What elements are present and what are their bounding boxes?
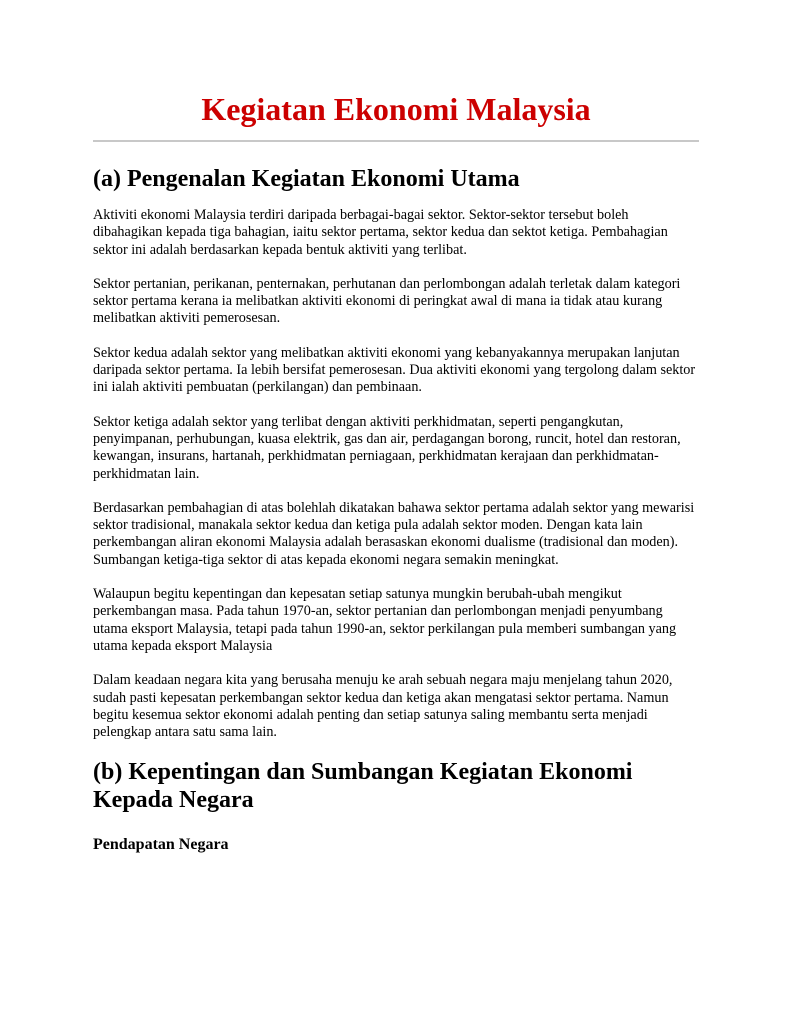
section-a-paragraph-7: Dalam keadaan negara kita yang berusaha menuju ke arah sebuah negara maju menjelang tahun 2020, sudah pasti kepesatan perkembangan sektor kedua dan ketiga akan mengatasi sektor pertama. Namun begitu kesemua sektor ekonomi adalah penting dan setiap satunya saling membantu serta menjadi pelengkap antara satu sama lain. [93,672,673,741]
section-a-paragraph-1: Aktiviti ekonomi Malaysia terdiri daripada berbagai-bagai sektor. Sektor-sektor tersebut boleh dibahagikan kepada tiga bahagian, iaitu sektor pertama, sektor kedua dan sektot ketiga. Pembahagian sektor ini adalah berdasarkan kepada bentuk aktiviti yang terlibat. [93,207,668,258]
section-a-paragraph-3: Sektor kedua adalah sektor yang melibatkan aktiviti ekonomi yang kebanyakannya merupakan lanjutan daripada sektor pertama. Ia lebih bersifat pemerosesan. Dua aktiviti ekonomi yang tergolong dalam sektor ini ialah aktiviti pembuatan (perkilangan) dan pembinaan. [93,344,696,396]
section-a-paragraph-2: Sektor pertanian, perikanan, penternakan, perhutanan dan perlombongan adalah terletak dalam kategori sektor pertama kerana ia melibatkan aktiviti ekonomi di peringkat awal di mana ia tidak atau kurang melibatkan aktiviti pemerosesan. [93,275,681,327]
section-b-subheading: Pendapatan Negara [93,836,229,854]
section-a-paragraph-6: Walaupun begitu kepentingan dan kepesatan setiap satunya mungkin berubah-ubah mengikut perkembangan masa. Pada tahun 1970-an, sektor pertanian dan perlombongan menjadi penyumbang utama eksport Malaysia, tetapi pada tahun 1990-an, sektor perkilangan pula memberi sumbangan yang utama kepada eksport Malaysia [93,586,677,654]
title-divider [93,140,699,142]
section-a-paragraph-5: Berdasarkan pembahagian di atas bolehlah dikatakan bahawa sektor pertama adalah sektor yang mewarisi sektor tradisional, manakala sektor kedua dan ketiga pula adalah sektor moden. Dengan kata lain perkembangan aliran ekonomi Malaysia adalah berasaskan ekonomi dualisme (tradisional dan moden). Sumbangan ketiga-tiga sektor di atas kepada ekonomi negara semakin meningkat. [93,499,695,568]
section-a-heading: (a) Pengenalan Kegiatan Ekonomi Utama [93,166,520,192]
document-page [93,0,699,855]
section-b-heading: (b) Kepentingan dan Sumbangan Kegiatan Ekonomi Kepada Negara [93,759,633,814]
section-a-paragraph-4: Sektor ketiga adalah sektor yang terlibat dengan aktiviti perkhidmatan, seperti pengangkutan, penyimpanan, perhubungan, kuasa elektrik, gas dan air, perdagangan borong, runcit, hotel dan restoran, kewangan, insurans, hartanah, perkhidmatan perniagaan, perkhidmatan kerajaan dan perkhidmatan-perkhidmatan lain. [93,413,681,482]
page-title: Kegiatan Ekonomi Malaysia [201,91,591,127]
